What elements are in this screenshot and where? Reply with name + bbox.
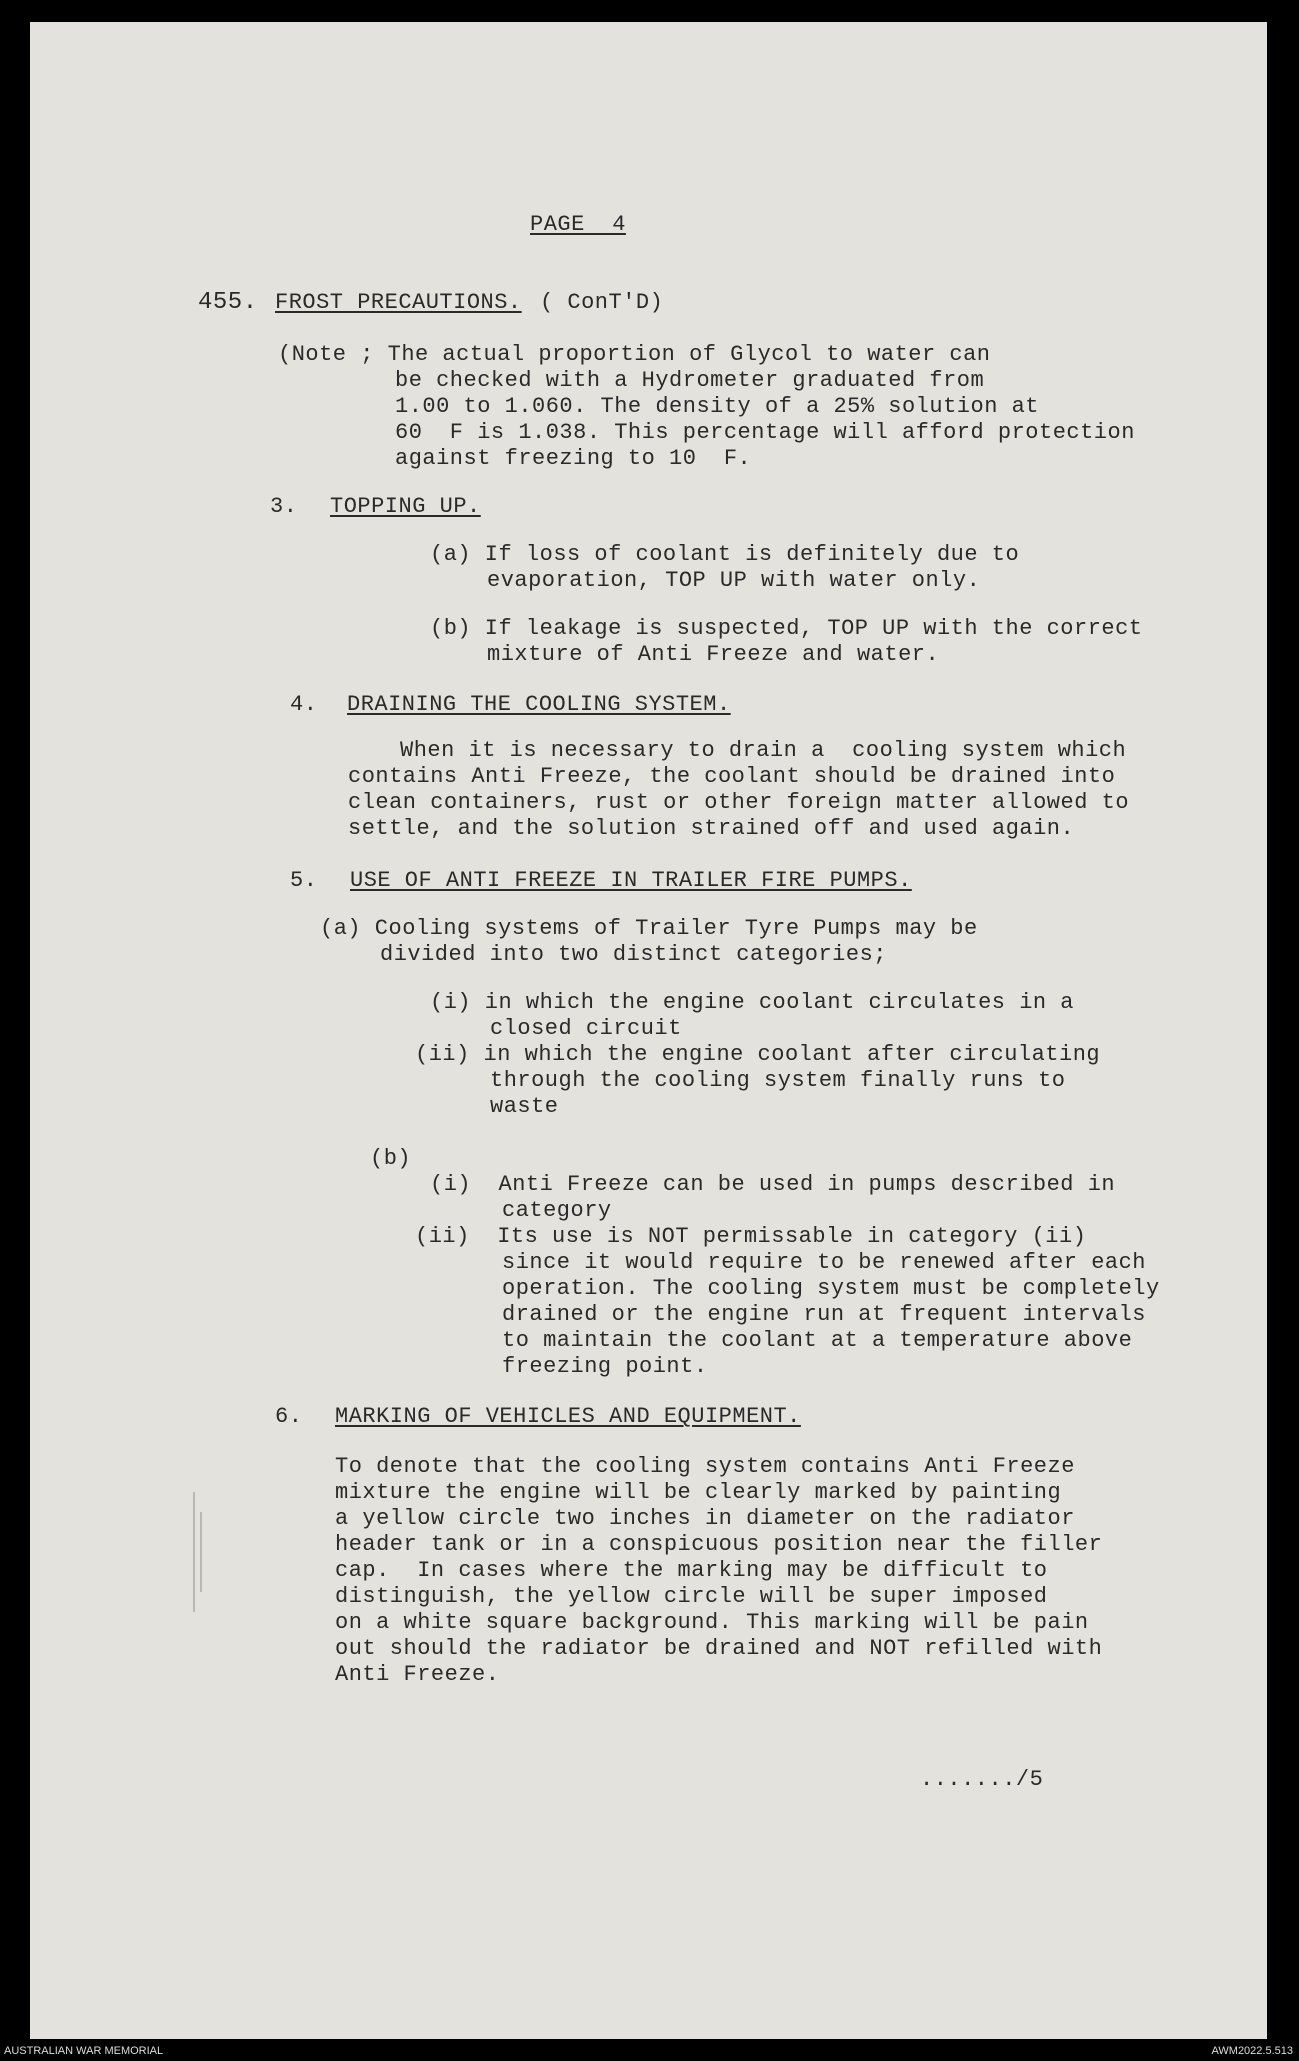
note-line-4: 60 F is 1.038. This percentage will afford protection bbox=[395, 420, 1135, 445]
section-5-a-ii-line-3: waste bbox=[490, 1094, 559, 1119]
section-6-line-9: Anti Freeze. bbox=[335, 1662, 500, 1687]
section-455-title: FROST PRECAUTIONS. bbox=[275, 290, 522, 315]
section-5-b-ii-line-4: drained or the engine run at frequent intervals bbox=[502, 1302, 1147, 1327]
document-page bbox=[30, 22, 1267, 2039]
section-3-a-line-1: (a) If loss of coolant is definitely due to bbox=[430, 542, 1020, 567]
section-3-b-line-1: (b) If leakage is suspected, TOP UP with the correct bbox=[430, 616, 1143, 641]
section-6-line-3: a yellow circle two inches in diameter on the radiator bbox=[335, 1506, 1075, 1531]
footer-left: AUSTRALIAN WAR MEMORIAL bbox=[4, 2045, 164, 2057]
pencil-mark bbox=[193, 1492, 195, 1612]
section-455-number: 455. bbox=[198, 289, 258, 316]
footer-right: AWM2022.5.513 bbox=[1211, 2045, 1293, 2057]
section-6-line-5: cap. In cases where the marking may be difficult to bbox=[335, 1558, 1048, 1583]
section-3-a-line-2: evaporation, TOP UP with water only. bbox=[487, 568, 981, 593]
section-5-a-ii-line-1: (ii) in which the engine coolant after circulating bbox=[415, 1042, 1101, 1067]
section-4-line-4: settle, and the solution strained off and used again. bbox=[348, 816, 1075, 841]
section-5-a-i-line-2: closed circuit bbox=[490, 1016, 682, 1041]
note-line-3: 1.00 to 1.060. The density of a 25% solution at bbox=[395, 394, 1040, 419]
section-3-title: TOPPING UP. bbox=[330, 494, 481, 519]
section-6-title: MARKING OF VEHICLES AND EQUIPMENT. bbox=[335, 1404, 801, 1429]
section-3-b-line-2: mixture of Anti Freeze and water. bbox=[487, 642, 940, 667]
section-5-a-line-2: divided into two distinct categories; bbox=[380, 942, 887, 967]
section-455-cont: ( ConT'D) bbox=[540, 290, 664, 315]
section-4-number: 4. bbox=[290, 692, 318, 717]
continuation-marker: ......./5 bbox=[920, 1767, 1044, 1792]
section-5-b-ii-line-6: freezing point. bbox=[502, 1354, 708, 1379]
section-3-number: 3. bbox=[270, 494, 298, 519]
section-5-a-ii-line-2: through the cooling system finally runs to bbox=[490, 1068, 1066, 1093]
section-6-line-1: To denote that the cooling system contains Anti Freeze bbox=[335, 1454, 1075, 1479]
section-5-a-i-line-1: (i) in which the engine coolant circulates in a bbox=[430, 990, 1075, 1015]
section-5-b-label: (b) bbox=[370, 1146, 412, 1171]
section-6-line-6: distinguish, the yellow circle will be super imposed bbox=[335, 1584, 1048, 1609]
note-line-5: against freezing to 10 F. bbox=[395, 446, 752, 471]
section-5-a-line-1: (a) Cooling systems of Trailer Tyre Pumps may be bbox=[320, 916, 978, 941]
pencil-mark-2 bbox=[200, 1512, 202, 1592]
section-4-line-3: clean containers, rust or other foreign matter allowed to bbox=[348, 790, 1130, 815]
note-line-2: be checked with a Hydrometer graduated from bbox=[395, 368, 985, 393]
note-line-1: (Note ; The actual proportion of Glycol to water can bbox=[278, 342, 991, 367]
section-4-line-2: contains Anti Freeze, the coolant should be drained into bbox=[348, 764, 1116, 789]
section-4-title: DRAINING THE COOLING SYSTEM. bbox=[347, 692, 731, 717]
section-5-b-ii-line-2: since it would require to be renewed after each bbox=[502, 1250, 1147, 1275]
section-6-line-8: out should the radiator be drained and NOT refilled with bbox=[335, 1636, 1103, 1661]
section-5-title: USE OF ANTI FREEZE IN TRAILER FIRE PUMPS. bbox=[350, 868, 912, 893]
section-5-b-i-line-1: (i) Anti Freeze can be used in pumps described in bbox=[430, 1172, 1116, 1197]
section-5-number: 5. bbox=[290, 868, 318, 893]
section-6-line-7: on a white square background. This marking will be pain bbox=[335, 1610, 1089, 1635]
section-5-b-ii-line-1: (ii) Its use is NOT permissable in category (ii) bbox=[415, 1224, 1087, 1249]
page-heading: PAGE 4 bbox=[530, 212, 626, 237]
section-5-b-i-line-2: category bbox=[502, 1198, 612, 1223]
section-5-b-ii-line-5: to maintain the coolant at a temperature above bbox=[502, 1328, 1133, 1353]
section-6-line-4: header tank or in a conspicuous position near the filler bbox=[335, 1532, 1103, 1557]
section-5-b-ii-line-3: operation. The cooling system must be completely bbox=[502, 1276, 1160, 1301]
section-6-line-2: mixture the engine will be clearly marked by painting bbox=[335, 1480, 1062, 1505]
section-4-line-1: When it is necessary to drain a cooling system which bbox=[400, 738, 1127, 763]
section-6-number: 6. bbox=[275, 1404, 303, 1429]
